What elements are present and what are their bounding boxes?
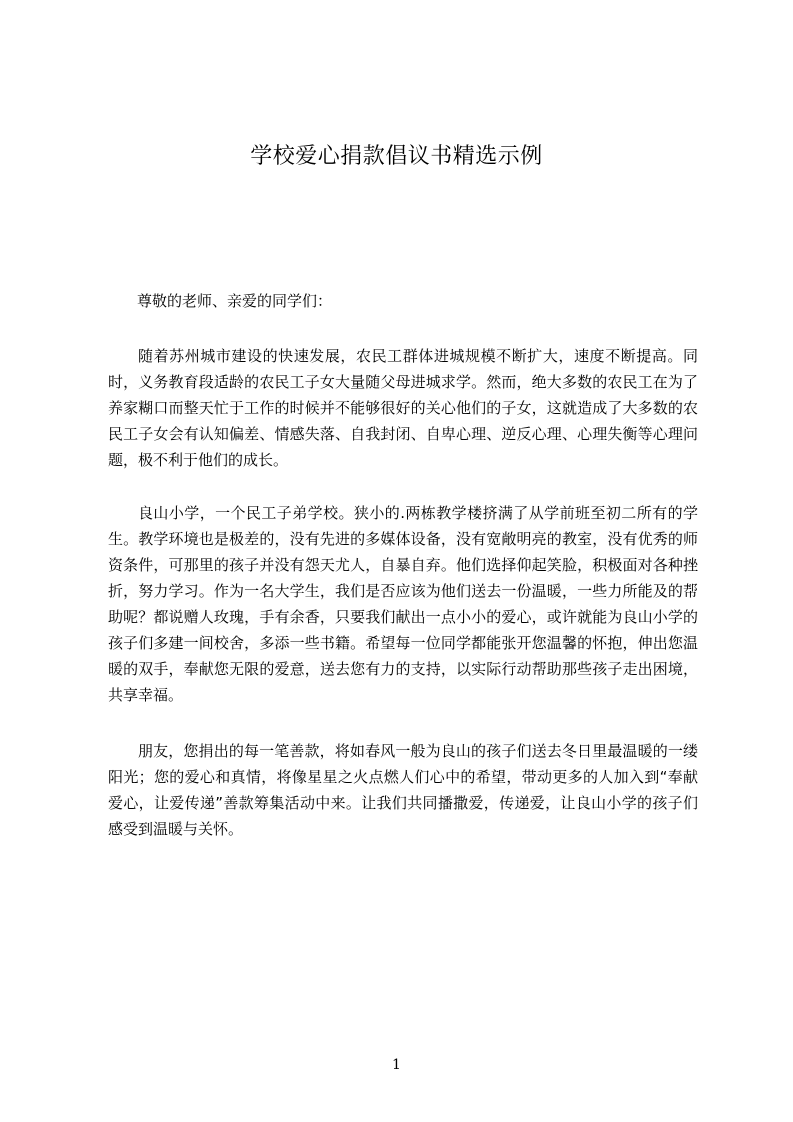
paragraph-3: 朋友，您捐出的每一笔善款，将如春风一般为良山的孩子们送去冬日里最温暖的一缕阳光；您的爱心和真情，将像星星之火点燃人们心中的希望，带动更多的人加入到“奉献爱心，让爱传递”善款筹集活动中来。让我们共同播撒爱，传递爱，让良山小学的孩子们感受到温暖与关怀。 — [108, 742, 698, 838]
document-title: 学校爱心捐款倡议书精选示例 — [250, 144, 543, 169]
paragraph-2: 良山小学，一个民工子弟学校。狭小的.两栋教学楼挤满了从学前班至初二所有的学生。教学环境也是极差的，没有先进的多媒体设备，没有宽敞明亮的教室，没有优秀的师资条件，可那里的孩子并没有怨天尤人，自暴自弃。他们选择仰起笑脸，积极面对各种挫折，努力学习。作为一名大学生，我们是否应该为他们送去一份温暖，一些力所能及的帮助呢？都说赠人玫瑰，手有余香，只要我们献出一点小小的爱心，或许就能为良山小学的孩子们多建一间校舍，多添一些书籍。希望每一位同学都能张开您温馨的怀抱，伸出您温暖的双手，奉献您无限的爱意，送去您有力的支持，以实际行动帮助那些孩子走出困境，共享幸福。 — [108, 504, 698, 704]
salutation: 尊敬的老师、亲爱的同学们： — [137, 292, 333, 310]
paragraph-1: 随着苏州城市建设的快速发展，农民工群体进城规模不断扩大，速度不断提高。同时，义务教育段适龄的农民工子女大量随父母进城求学。然而，绝大多数的农民工在为了养家糊口而整天忙于工作的时候并不能够很好的关心他们的子女，这就造成了大多数的农民工子女会有认知偏差、情感失落、自我封闭、自卑心理、逆反心理、心理失衡等心理问题，极不利于他们的成长。 — [108, 347, 698, 469]
page-number: 1 — [392, 1057, 401, 1073]
